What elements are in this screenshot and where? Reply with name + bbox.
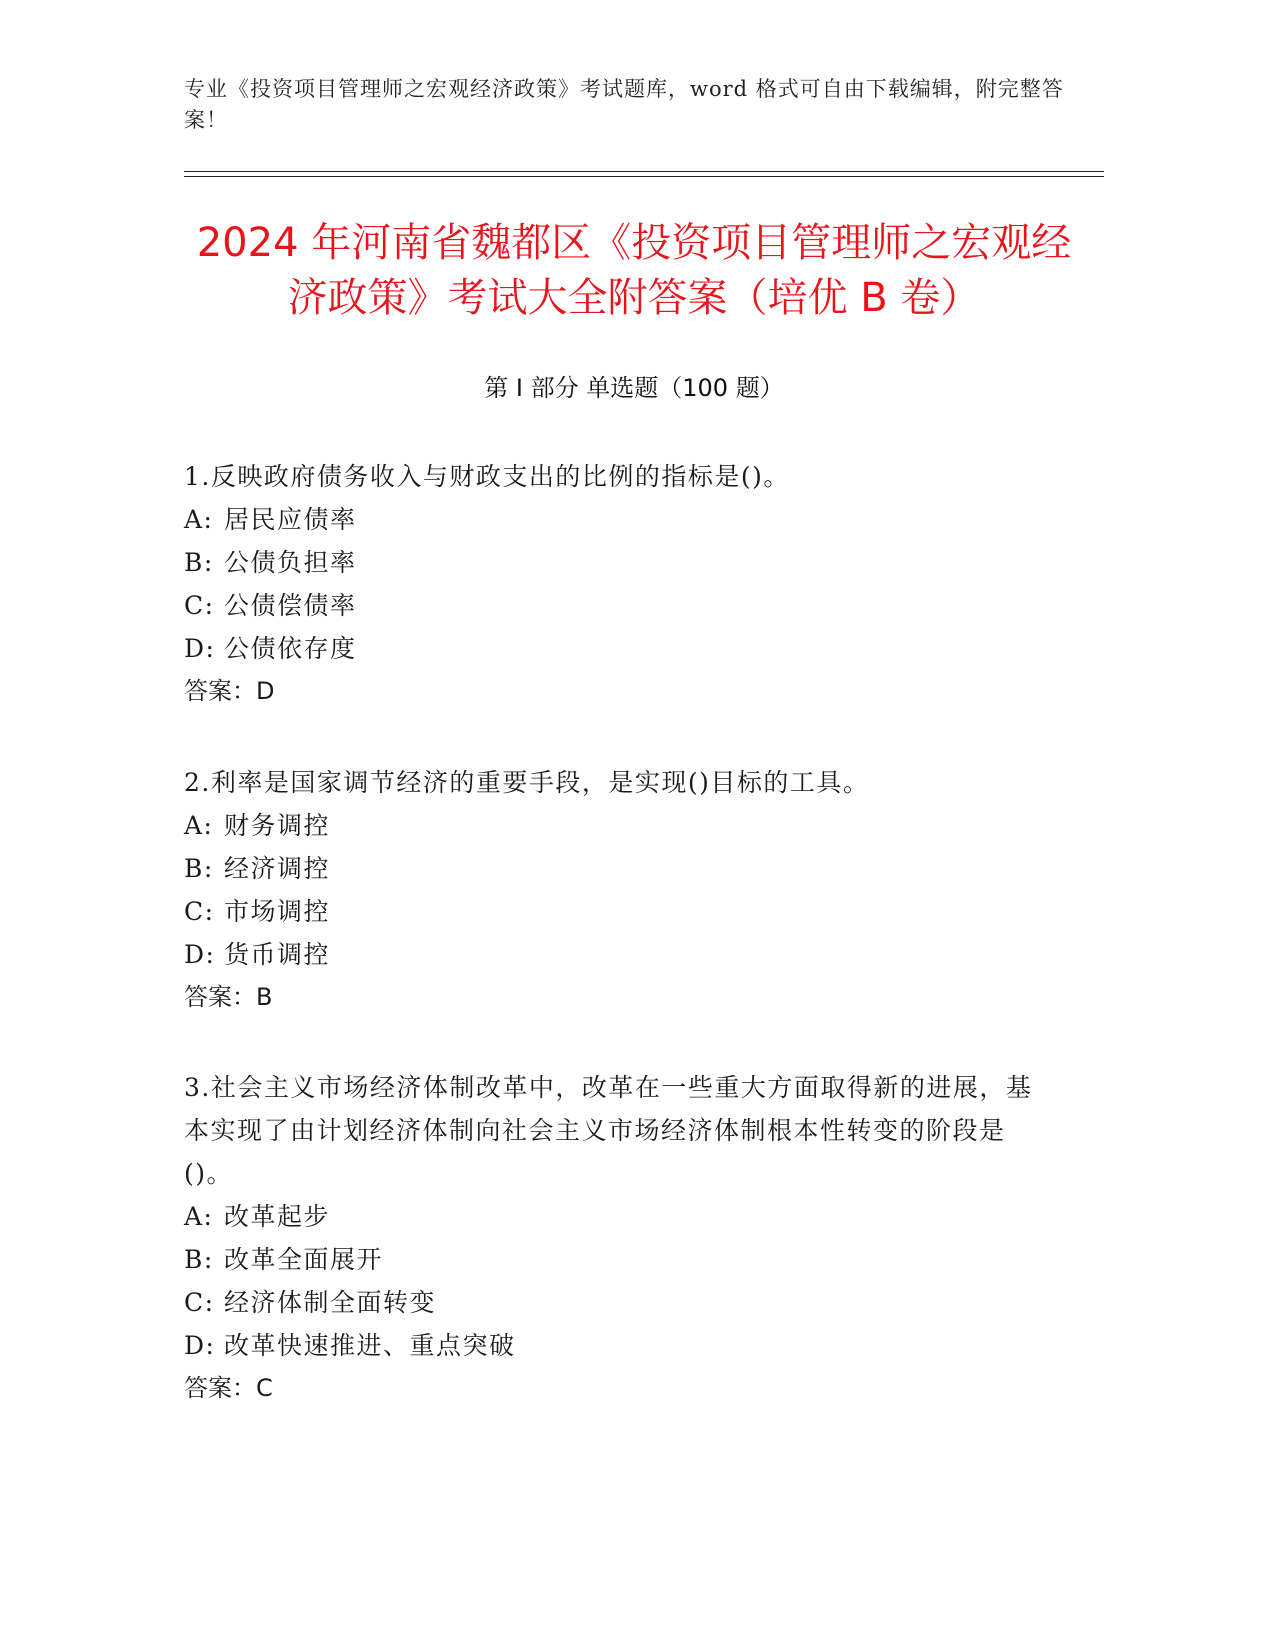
header-divider-bottom xyxy=(184,176,1104,177)
question-2 xyxy=(184,761,1034,1019)
option-b xyxy=(184,1238,1034,1281)
question-1 xyxy=(184,455,1034,713)
option-text: 货币调控 xyxy=(224,940,331,969)
answer-prefix: 答案： xyxy=(184,983,256,1011)
option-text: 改革起步 xyxy=(224,1202,331,1231)
option-text: 财务调控 xyxy=(224,811,331,840)
option-text: 经济体制全面转变 xyxy=(224,1288,437,1317)
question-stem: 1.反映政府债务收入与财政支出的比例的指标是()。 xyxy=(184,462,790,491)
document-title: 2024 年河南省魏都区《投资项目管理师之宏观经济政策》考试大全附答案（培优 B 卷） xyxy=(196,220,1072,321)
option-key: A: xyxy=(184,1202,214,1231)
option-a xyxy=(184,804,1034,847)
option-text: 公债依存度 xyxy=(224,634,357,663)
option-key: C: xyxy=(184,1288,215,1317)
header-divider-top xyxy=(184,171,1104,172)
option-a xyxy=(184,498,1034,541)
answer-value: C xyxy=(256,1374,273,1402)
option-text: 经济调控 xyxy=(224,854,331,883)
option-text: 市场调控 xyxy=(224,897,331,926)
option-c xyxy=(184,584,1034,627)
option-key: B: xyxy=(184,1245,214,1274)
header-note: 专业《投资项目管理师之宏观经济政策》考试题库，word 格式可自由下载编辑，附完整答案！ xyxy=(184,77,1064,132)
option-key: D: xyxy=(184,634,216,663)
option-text: 改革快速推进、重点突破 xyxy=(224,1331,516,1360)
option-c xyxy=(184,1281,1034,1324)
option-b xyxy=(184,541,1034,584)
option-key: B: xyxy=(184,548,214,577)
question-stem: 3.社会主义市场经济体制改革中，改革在一些重大方面取得新的进展，基本实现了由计划经济体制向社会主义市场经济体制根本性转变的阶段是()。 xyxy=(184,1073,1033,1188)
option-d xyxy=(184,1324,1034,1367)
option-text: 公债负担率 xyxy=(224,548,357,577)
answer-line xyxy=(184,976,1034,1019)
answer-prefix: 答案： xyxy=(184,1374,256,1402)
option-c xyxy=(184,890,1034,933)
option-key: C: xyxy=(184,591,215,620)
answer-prefix: 答案： xyxy=(184,677,256,705)
section-title: 第 I 部分 单选题（100 题） xyxy=(484,374,784,402)
option-d xyxy=(184,627,1034,670)
answer-value: B xyxy=(256,983,273,1011)
question-stem: 2.利率是国家调节经济的重要手段，是实现()目标的工具。 xyxy=(184,768,870,797)
option-key: A: xyxy=(184,505,214,534)
answer-line xyxy=(184,670,1034,713)
option-key: D: xyxy=(184,1331,216,1360)
option-a xyxy=(184,1195,1034,1238)
option-key: B: xyxy=(184,854,214,883)
answer-value: D xyxy=(256,677,275,705)
option-text: 改革全面展开 xyxy=(224,1245,384,1274)
option-key: D: xyxy=(184,940,216,969)
option-key: C: xyxy=(184,897,215,926)
answer-line xyxy=(184,1367,1034,1410)
option-text: 公债偿债率 xyxy=(224,591,357,620)
option-key: A: xyxy=(184,811,214,840)
option-b xyxy=(184,847,1034,890)
question-3 xyxy=(184,1066,1034,1410)
option-text: 居民应债率 xyxy=(224,505,357,534)
option-d xyxy=(184,933,1034,976)
